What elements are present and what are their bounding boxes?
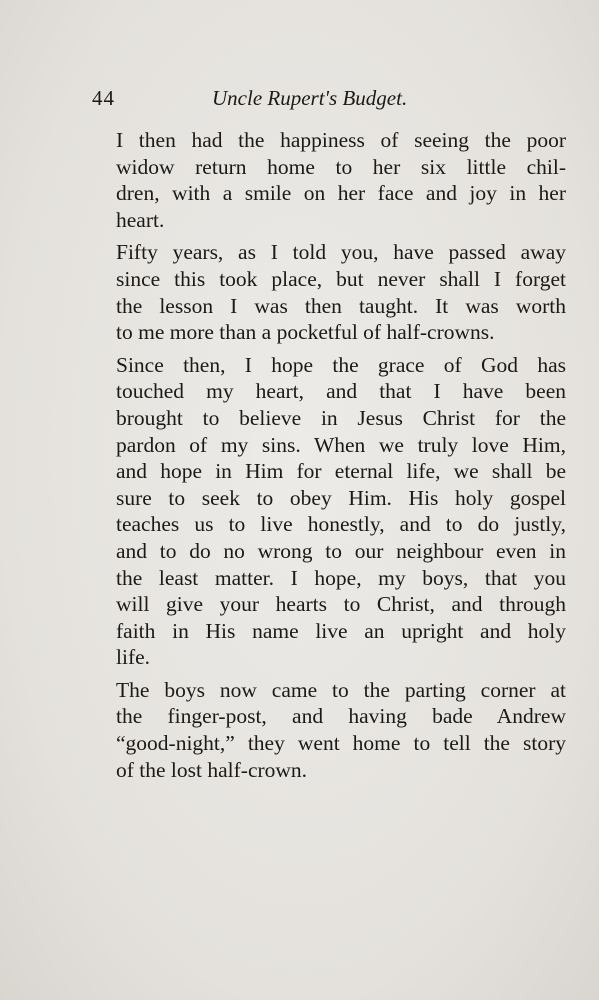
text-line: of the lost half-crown. [116,757,308,782]
text-line: and to do no wrong to our neighbour even in [116,538,566,563]
text-line: life. [116,645,151,670]
paragraph [92,127,566,233]
paragraph [92,352,566,671]
text-line: Since then, I hope the grace of God has [116,352,566,377]
text-line: sure to seek to obey Him. His holy gospel [116,485,566,510]
text-line: teaches us to live honestly, and to do justly, [116,512,566,537]
text-line: Fifty years, as I told you, have passed away [116,240,566,265]
text-line: the lesson I was then taught. It was worth [116,293,566,318]
body-text [92,127,566,789]
text-line: since this took place, but never shall I forget [116,266,566,291]
text-line: I then had the happiness of seeing the poor [116,128,566,152]
paragraph [92,677,566,783]
text-line: the least matter. I hope, my boys, that you [116,565,566,590]
text-line: faith in His name live an upright and holy [116,618,566,643]
running-title: Uncle Rupert's Budget. [212,86,408,110]
page-number: 44 [92,86,115,110]
text-line: touched my heart, and that I have been [116,379,566,404]
paragraph [92,239,566,345]
text-line: and hope in Him for eternal life, we shall be [116,459,566,484]
running-header [92,86,512,120]
text-line: The boys now came to the parting corner at [116,677,566,702]
text-line: to me more than a pocketful of half-crowns. [116,320,495,345]
text-line: “good-night,” they went home to tell the story [116,731,566,756]
text-line: pardon of my sins. When we truly love Him, [116,432,566,457]
text-line: dren, with a smile on her face and joy in her [116,181,566,206]
text-line: widow return home to her six little chil- [116,154,566,179]
text-line: brought to believe in Jesus Christ for the [116,405,566,430]
text-line: the finger-post, and having bade Andrew [116,704,566,729]
text-line: heart. [116,207,165,232]
text-line: will give your hearts to Christ, and through [116,592,566,617]
